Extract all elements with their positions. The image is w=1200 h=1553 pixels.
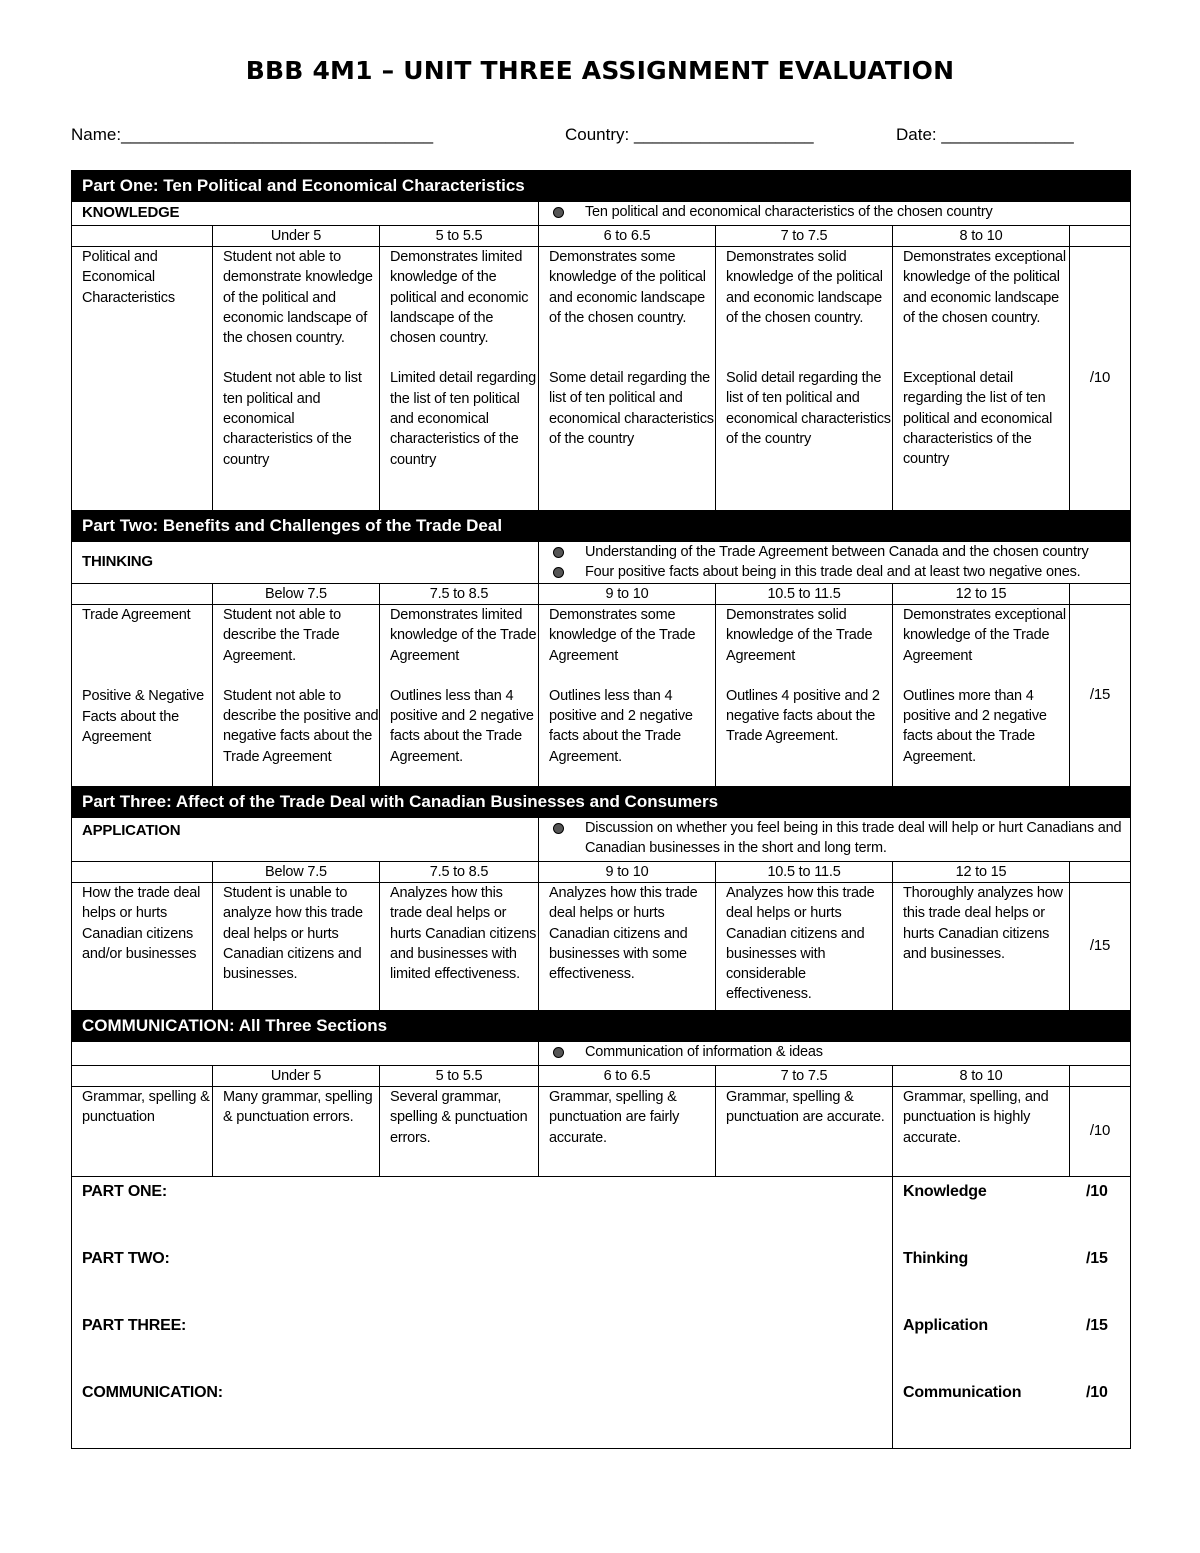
communication-heading: COMMUNICATION: All Three Sections xyxy=(72,1011,1131,1042)
page-title: BBB 4M1 – UNIT THREE ASSIGNMENT EVALUATION xyxy=(245,56,955,85)
score-cell[interactable]: /15 xyxy=(1070,605,1131,787)
descriptor-cell: Grammar, spelling & punctuation are fairly accurate. xyxy=(539,1087,716,1177)
level-4plus-header: 12 to 15 xyxy=(893,584,1070,605)
total-communication-score[interactable]: /10 xyxy=(1086,1384,1108,1401)
level-4-header: 7 to 7.5 xyxy=(716,1066,893,1087)
level-2-header: 7.5 to 8.5 xyxy=(380,584,539,605)
descriptor-text: Solid detail regarding the list of ten political and economical characteristics of the country xyxy=(726,370,891,448)
level-4-header: 10.5 to 11.5 xyxy=(716,584,893,605)
descriptor-text: Limited detail regarding the list of ten political and economical characteristics of the country xyxy=(390,370,536,468)
total-part-three-label: PART THREE: xyxy=(82,1317,187,1334)
descriptor-cell: Grammar, spelling, and punctuation is highly accurate. xyxy=(893,1087,1070,1177)
expectation-text: Ten political and economical characteristics of the chosen country xyxy=(585,204,993,220)
descriptor-text: Demonstrates some knowledge of the political and economic landscape of the chosen country. xyxy=(549,249,706,326)
level-1-header: Below 7.5 xyxy=(213,584,380,605)
expectations-part-one xyxy=(539,202,1131,226)
bullet-icon xyxy=(553,1047,564,1058)
descriptor-text: Demonstrates some knowledge of the Trade Agreement xyxy=(549,607,696,664)
bullet-icon xyxy=(553,547,564,558)
descriptor-text: Outlines less than 4 positive and 2 negative facts about the Trade Agreement. xyxy=(390,687,534,765)
descriptor-text: Outlines less than 4 positive and 2 negative facts about the Trade Agreement. xyxy=(549,687,693,765)
descriptor-cell xyxy=(380,247,539,511)
country-field[interactable]: Country: ___________________ xyxy=(565,125,814,144)
descriptor-text: Outlines 4 positive and 2 negative facts about the Trade Agreement. xyxy=(726,687,880,745)
rubric-table xyxy=(71,170,1131,1449)
descriptor-cell: Analyzes how this trade deal helps or hurts Canadian citizens and businesses with considerable effectiveness. xyxy=(716,883,893,1011)
level-header-blank xyxy=(72,584,213,605)
category-application: APPLICATION xyxy=(72,818,539,862)
total-thinking-label: Thinking xyxy=(903,1250,969,1267)
descriptor-cell xyxy=(213,605,380,787)
level-2-header: 5 to 5.5 xyxy=(380,1066,539,1087)
total-knowledge-label: Knowledge xyxy=(903,1183,987,1200)
expectations-communication xyxy=(539,1042,1131,1066)
total-part-one-label: PART ONE: xyxy=(82,1183,168,1200)
level-4plus-header: 8 to 10 xyxy=(893,226,1070,247)
total-communication-label: COMMUNICATION: xyxy=(82,1384,223,1401)
descriptor-text: Student not able to describe the Trade Agreement. xyxy=(223,607,341,664)
descriptor-cell: Grammar, spelling & punctuation are accurate. xyxy=(716,1087,893,1177)
category-thinking: THINKING xyxy=(72,542,539,584)
part-three-heading: Part Three: Affect of the Trade Deal with Canadian Businesses and Consumers xyxy=(72,787,1131,818)
descriptor-cell xyxy=(893,605,1070,787)
expectation-text: Discussion on whether you feel being in this trade deal will help or hurt Canadians and Canadian businesses in the short and long term. xyxy=(585,820,1122,857)
level-1-header: Below 7.5 xyxy=(213,862,380,883)
descriptor-cell xyxy=(539,605,716,787)
name-field[interactable]: Name:_________________________________ xyxy=(71,125,434,144)
criteria-cell: Grammar, spelling & punctuation xyxy=(72,1087,213,1177)
criteria-cell: How the trade deal helps or hurts Canadian citizens and/or businesses xyxy=(72,883,213,1011)
score-cell[interactable]: /15 xyxy=(1070,883,1131,1011)
descriptor-cell xyxy=(716,605,893,787)
total-communication-label-right: Communication xyxy=(903,1384,1022,1401)
totals-left xyxy=(72,1177,893,1449)
bullet-icon xyxy=(553,207,564,218)
descriptor-text: Some detail regarding the list of ten political and economical characteristics of the country xyxy=(549,370,714,448)
part-one-heading: Part One: Ten Political and Economical Characteristics xyxy=(72,171,1131,202)
level-2-header: 7.5 to 8.5 xyxy=(380,862,539,883)
expectations-part-two xyxy=(539,542,1131,584)
level-3-header: 6 to 6.5 xyxy=(539,226,716,247)
category-knowledge: KNOWLEDGE xyxy=(72,202,539,226)
criteria-cell: Political and Economical Characteristics xyxy=(72,247,213,511)
descriptor-text: Exceptional detail regarding the list of ten political and economical characteristics of the country xyxy=(903,370,1053,468)
descriptor-cell: Analyzes how this trade deal helps or hurts Canadian citizens and businesses with limited effectiveness. xyxy=(380,883,539,1011)
descriptor-cell: Thoroughly analyzes how this trade deal helps or hurts Canadian citizens and businesses. xyxy=(893,883,1070,1011)
descriptor-cell xyxy=(213,247,380,511)
criteria-text: Trade Agreement xyxy=(82,607,191,623)
level-header-blank xyxy=(72,1066,213,1087)
descriptor-cell: Student is unable to analyze how this trade deal helps or hurts Canadian citizens and businesses. xyxy=(213,883,380,1011)
totals-right xyxy=(893,1177,1131,1449)
score-header-blank xyxy=(1070,226,1131,247)
level-1-header: Under 5 xyxy=(213,226,380,247)
descriptor-cell: Analyzes how this trade deal helps or hurts Canadian citizens and businesses with some effectiveness. xyxy=(539,883,716,1011)
total-knowledge-score[interactable]: /10 xyxy=(1086,1183,1108,1200)
level-header-blank xyxy=(72,862,213,883)
descriptor-cell: Many grammar, spelling & punctuation errors. xyxy=(213,1087,380,1177)
total-application-score[interactable]: /15 xyxy=(1086,1317,1108,1334)
descriptor-text: Demonstrates solid knowledge of the Trade Agreement xyxy=(726,607,873,664)
level-4-header: 7 to 7.5 xyxy=(716,226,893,247)
descriptor-text: Demonstrates limited knowledge of the Trade Agreement xyxy=(390,607,537,664)
descriptor-cell xyxy=(539,247,716,511)
expectation-text: Four positive facts about being in this trade deal and at least two negative ones. xyxy=(585,564,1081,581)
level-4-header: 10.5 to 11.5 xyxy=(716,862,893,883)
total-part-two-label: PART TWO: xyxy=(82,1250,170,1267)
descriptor-text: Demonstrates exceptional knowledge of the political and economic landscape of the chosen country. xyxy=(903,249,1066,326)
date-field[interactable]: Date: ______________ xyxy=(896,125,1074,144)
descriptor-text: Student not able to list ten political and economical characteristics of the country xyxy=(223,370,362,468)
descriptor-cell xyxy=(380,605,539,787)
score-header-blank xyxy=(1070,584,1131,605)
level-2-header: 5 to 5.5 xyxy=(380,226,539,247)
descriptor-cell xyxy=(716,247,893,511)
score-cell[interactable]: /10 xyxy=(1070,1087,1131,1177)
descriptor-text: Demonstrates limited knowledge of the political and economic landscape of the chosen country. xyxy=(390,249,529,347)
score-header-blank xyxy=(1070,1066,1131,1087)
level-header-blank xyxy=(72,226,213,247)
descriptor-cell xyxy=(893,247,1070,511)
level-3-header: 9 to 10 xyxy=(539,584,716,605)
bullet-icon xyxy=(553,823,564,834)
part-two-heading: Part Two: Benefits and Challenges of the Trade Deal xyxy=(72,511,1131,542)
criteria-cell xyxy=(72,605,213,787)
expectation-text: Communication of information & ideas xyxy=(585,1044,823,1060)
expectation-text: Understanding of the Trade Agreement between Canada and the chosen country xyxy=(585,544,1089,560)
expectations-part-three xyxy=(539,818,1131,862)
descriptor-text: Student not able to describe the positive and negative facts about the Trade Agreement xyxy=(223,687,379,765)
criteria-text: Positive & Negative Facts about the Agreement xyxy=(82,688,204,745)
level-3-header: 9 to 10 xyxy=(539,862,716,883)
level-4plus-header: 12 to 15 xyxy=(893,862,1070,883)
level-1-header: Under 5 xyxy=(213,1066,380,1087)
score-cell[interactable]: /10 xyxy=(1070,247,1131,511)
descriptor-text: Student not able to demonstrate knowledge of the political and economic landscape of the chosen country. xyxy=(223,249,373,347)
total-application-label: Application xyxy=(903,1317,988,1334)
descriptor-text: Demonstrates solid knowledge of the political and economic landscape of the chosen country. xyxy=(726,249,883,326)
descriptor-text: Outlines more than 4 positive and 2 negative facts about the Trade Agreement. xyxy=(903,687,1047,765)
level-4plus-header: 8 to 10 xyxy=(893,1066,1070,1087)
descriptor-text: Demonstrates exceptional knowledge of the Trade Agreement xyxy=(903,607,1066,664)
category-blank xyxy=(72,1042,539,1066)
descriptor-cell: Several grammar, spelling & punctuation errors. xyxy=(380,1087,539,1177)
total-thinking-score[interactable]: /15 xyxy=(1086,1250,1108,1267)
bullet-icon xyxy=(553,567,564,578)
score-header-blank xyxy=(1070,862,1131,883)
level-3-header: 6 to 6.5 xyxy=(539,1066,716,1087)
